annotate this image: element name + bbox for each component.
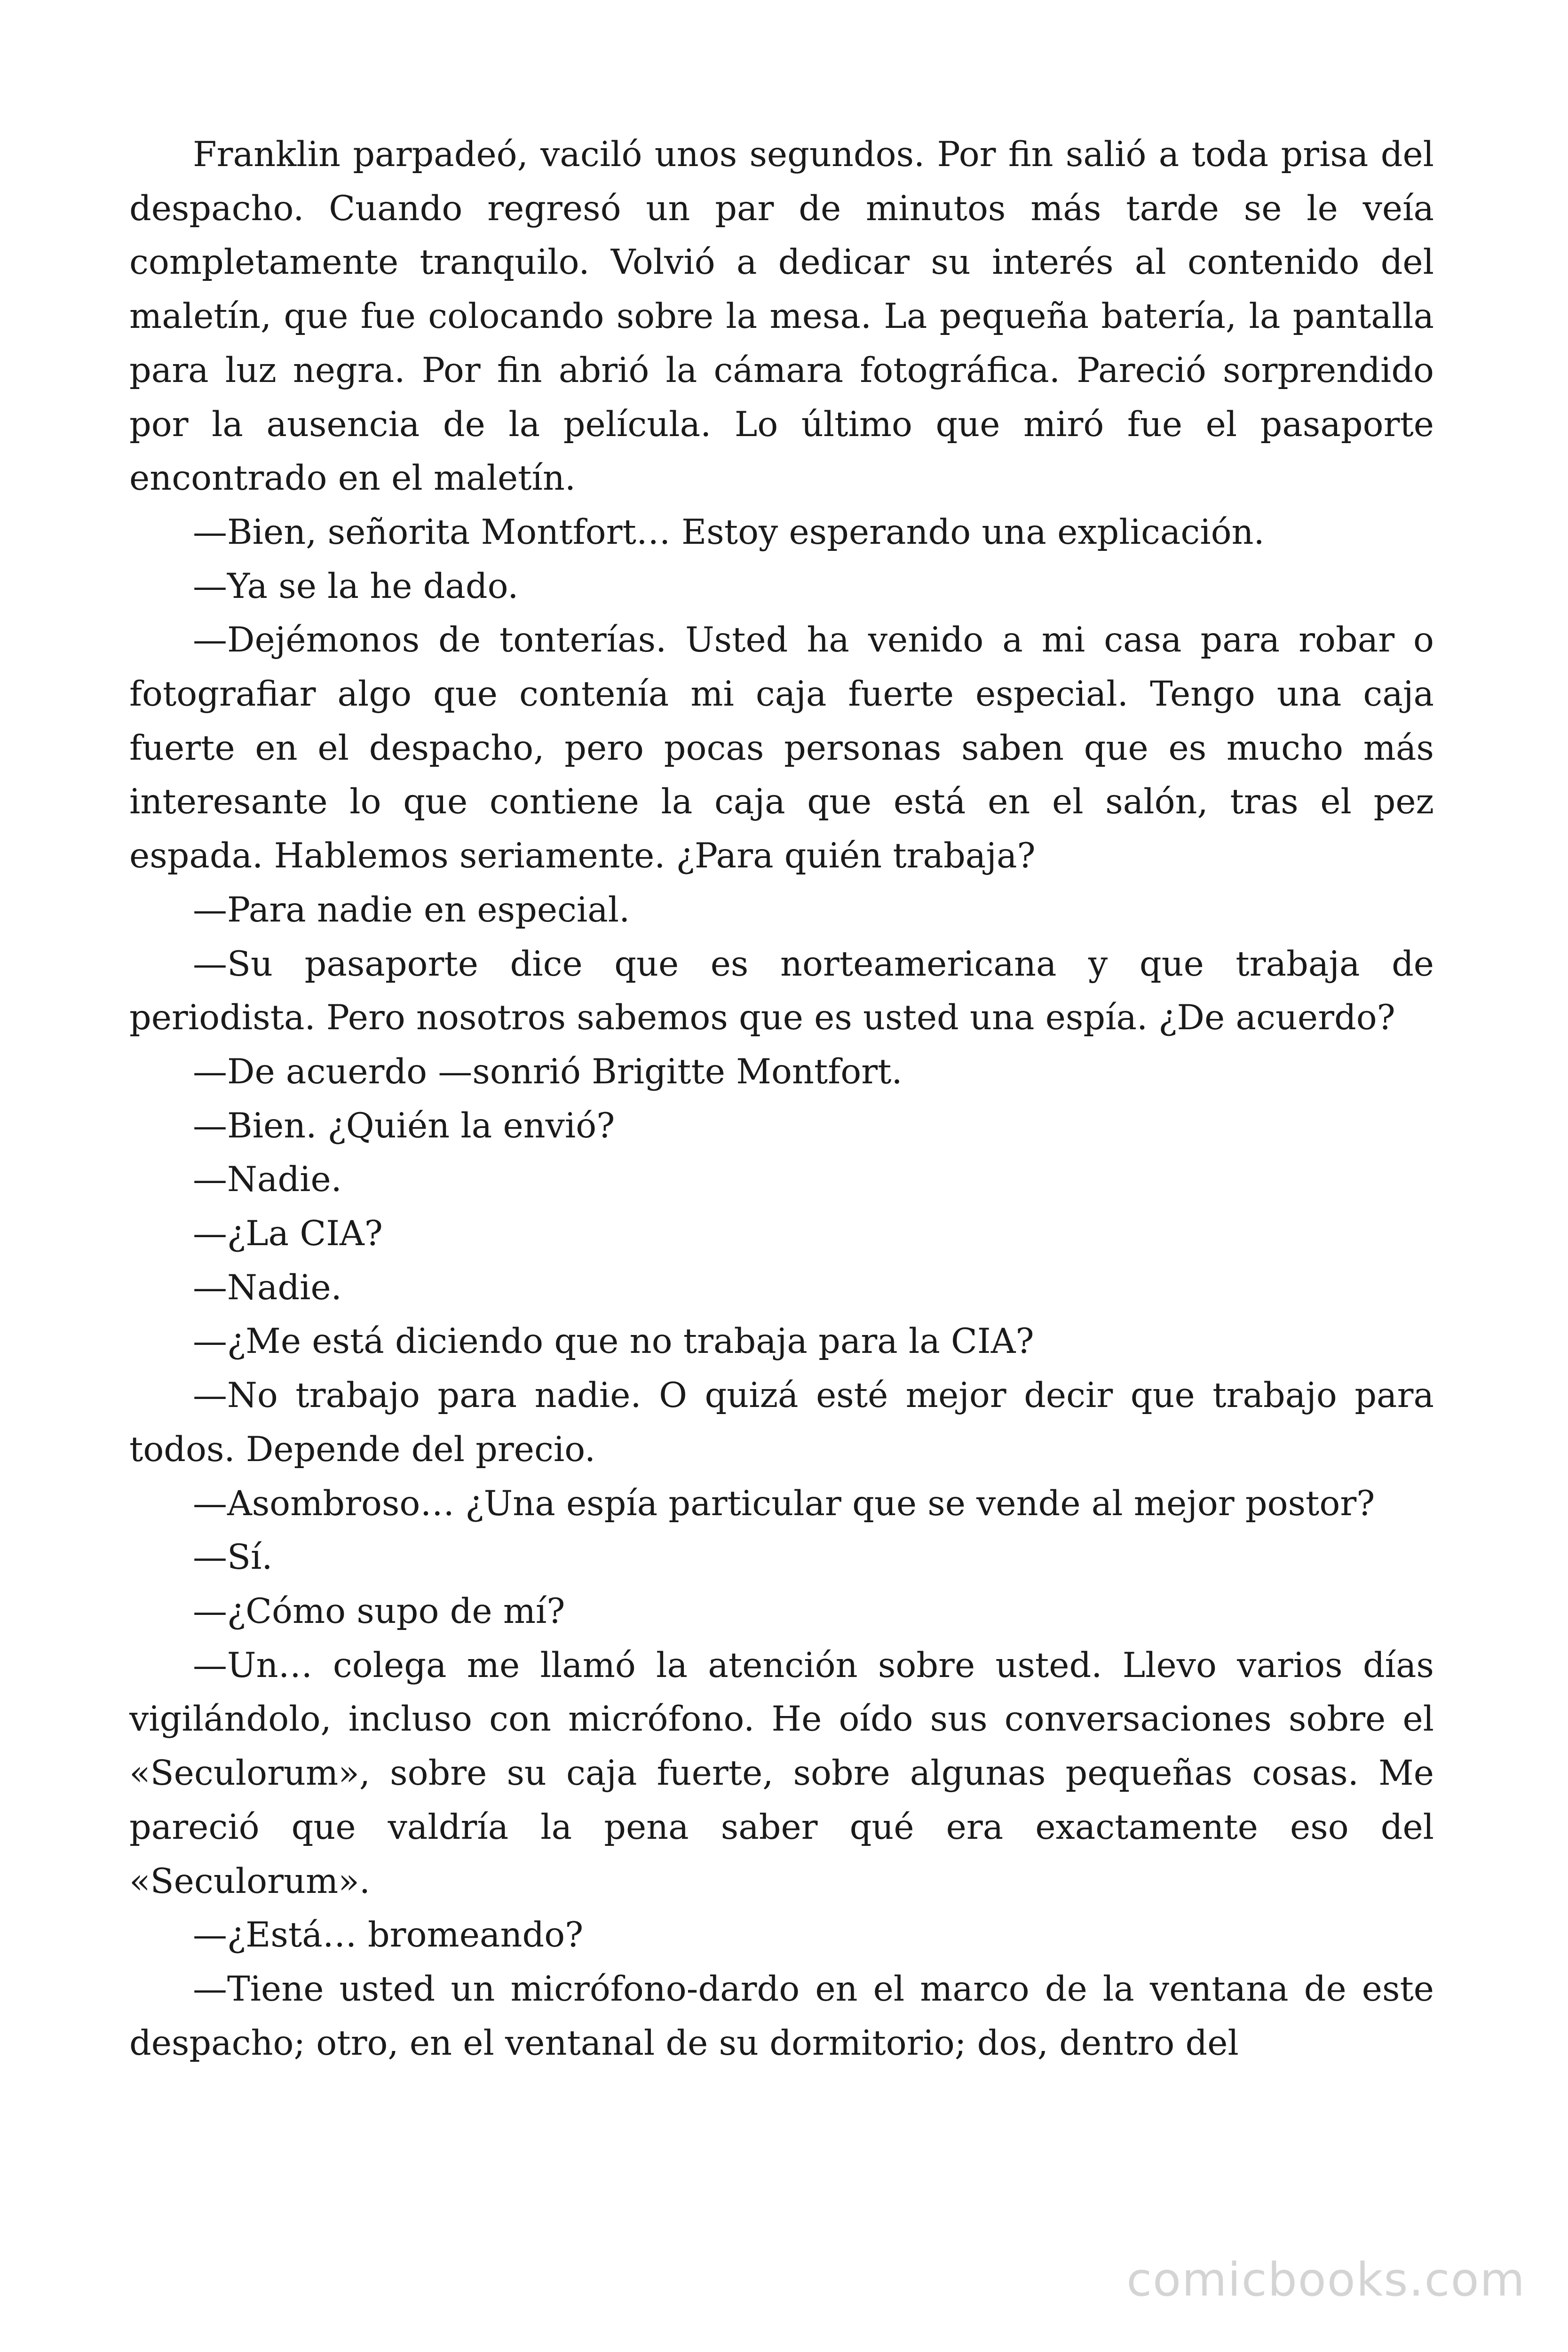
paragraph: —¿La CIA? bbox=[193, 1214, 383, 1254]
paragraph: —De acuerdo —sonrió Brigitte Montfort. bbox=[193, 1051, 903, 1092]
paragraph: —Nadie. bbox=[193, 1267, 342, 1308]
paragraph: —Bien, señorita Montfort… Estoy esperando una explicación. bbox=[193, 512, 1265, 552]
paragraph: —Para nadie en especial. bbox=[193, 890, 630, 930]
paragraph: —Dejémonos de tonterías. Usted ha venido a mi casa para robar o fotografiar algo que contenía mi caja fuerte especial. Tengo una caja fuerte en el despacho, pero pocas personas saben que es mucho más interesante lo que contiene la caja que está en el salón, tras el pez espada. Hablemos seriamente. ¿Para quién trabaja? bbox=[129, 620, 1434, 876]
paragraph: —Bien. ¿Quién la envió? bbox=[193, 1105, 615, 1146]
paragraph: —Asombroso… ¿Una espía particular que se vende al mejor postor? bbox=[193, 1483, 1375, 1524]
paragraph: —Sí. bbox=[193, 1537, 273, 1578]
paragraph: Franklin parpadeó, vaciló unos segundos. Por fin salió a toda prisa del despacho. Cuando regresó un par de minutos más tarde se le veía completamente tranquilo. Volvió a dedicar su interés al contenido del maletín, que fue colocando sobre la mesa. La pequeña batería, la pantalla para luz negra. Por fin abrió la cámara fotográfica. Pareció sorprendido por la ausencia de la película. Lo último que miró fue el pasaporte encontrado en el maletín. bbox=[129, 135, 1434, 499]
paragraph: —¿Está… bromeando? bbox=[193, 1915, 584, 1955]
paragraph: —Nadie. bbox=[193, 1160, 342, 1200]
paragraph: —Su pasaporte dice que es norteamericana y que trabaja de periodista. Pero nosotros sabemos que es usted una espía. ¿De acuerdo? bbox=[129, 944, 1434, 1038]
paragraph: —Un… colega me llamó la atención sobre usted. Llevo varios días vigilándolo, incluso con micrófono. He oído sus conversaciones sobre el «Seculorum», sobre su caja fuerte, sobre algunas pequeñas cosas. Me pareció que valdría la pena saber qué era exactamente eso del «Seculorum». bbox=[129, 1645, 1434, 1901]
paragraph: —¿Me está diciendo que no trabaja para la CIA? bbox=[193, 1321, 1034, 1362]
watermark: comicbooks.com bbox=[1126, 2253, 1526, 2307]
paragraph: —Ya se la he dado. bbox=[193, 566, 519, 606]
body-text bbox=[129, 128, 1434, 2070]
paragraph: —Tiene usted un micrófono-dardo en el marco de la ventana de este despacho; otro, en el ventanal de su dormitorio; dos, dentro del bbox=[129, 1969, 1434, 2063]
paragraph: —¿Cómo supo de mí? bbox=[193, 1591, 565, 1631]
paragraph: —No trabajo para nadie. O quizá esté mejor decir que trabajo para todos. Depende del precio. bbox=[129, 1375, 1434, 1470]
